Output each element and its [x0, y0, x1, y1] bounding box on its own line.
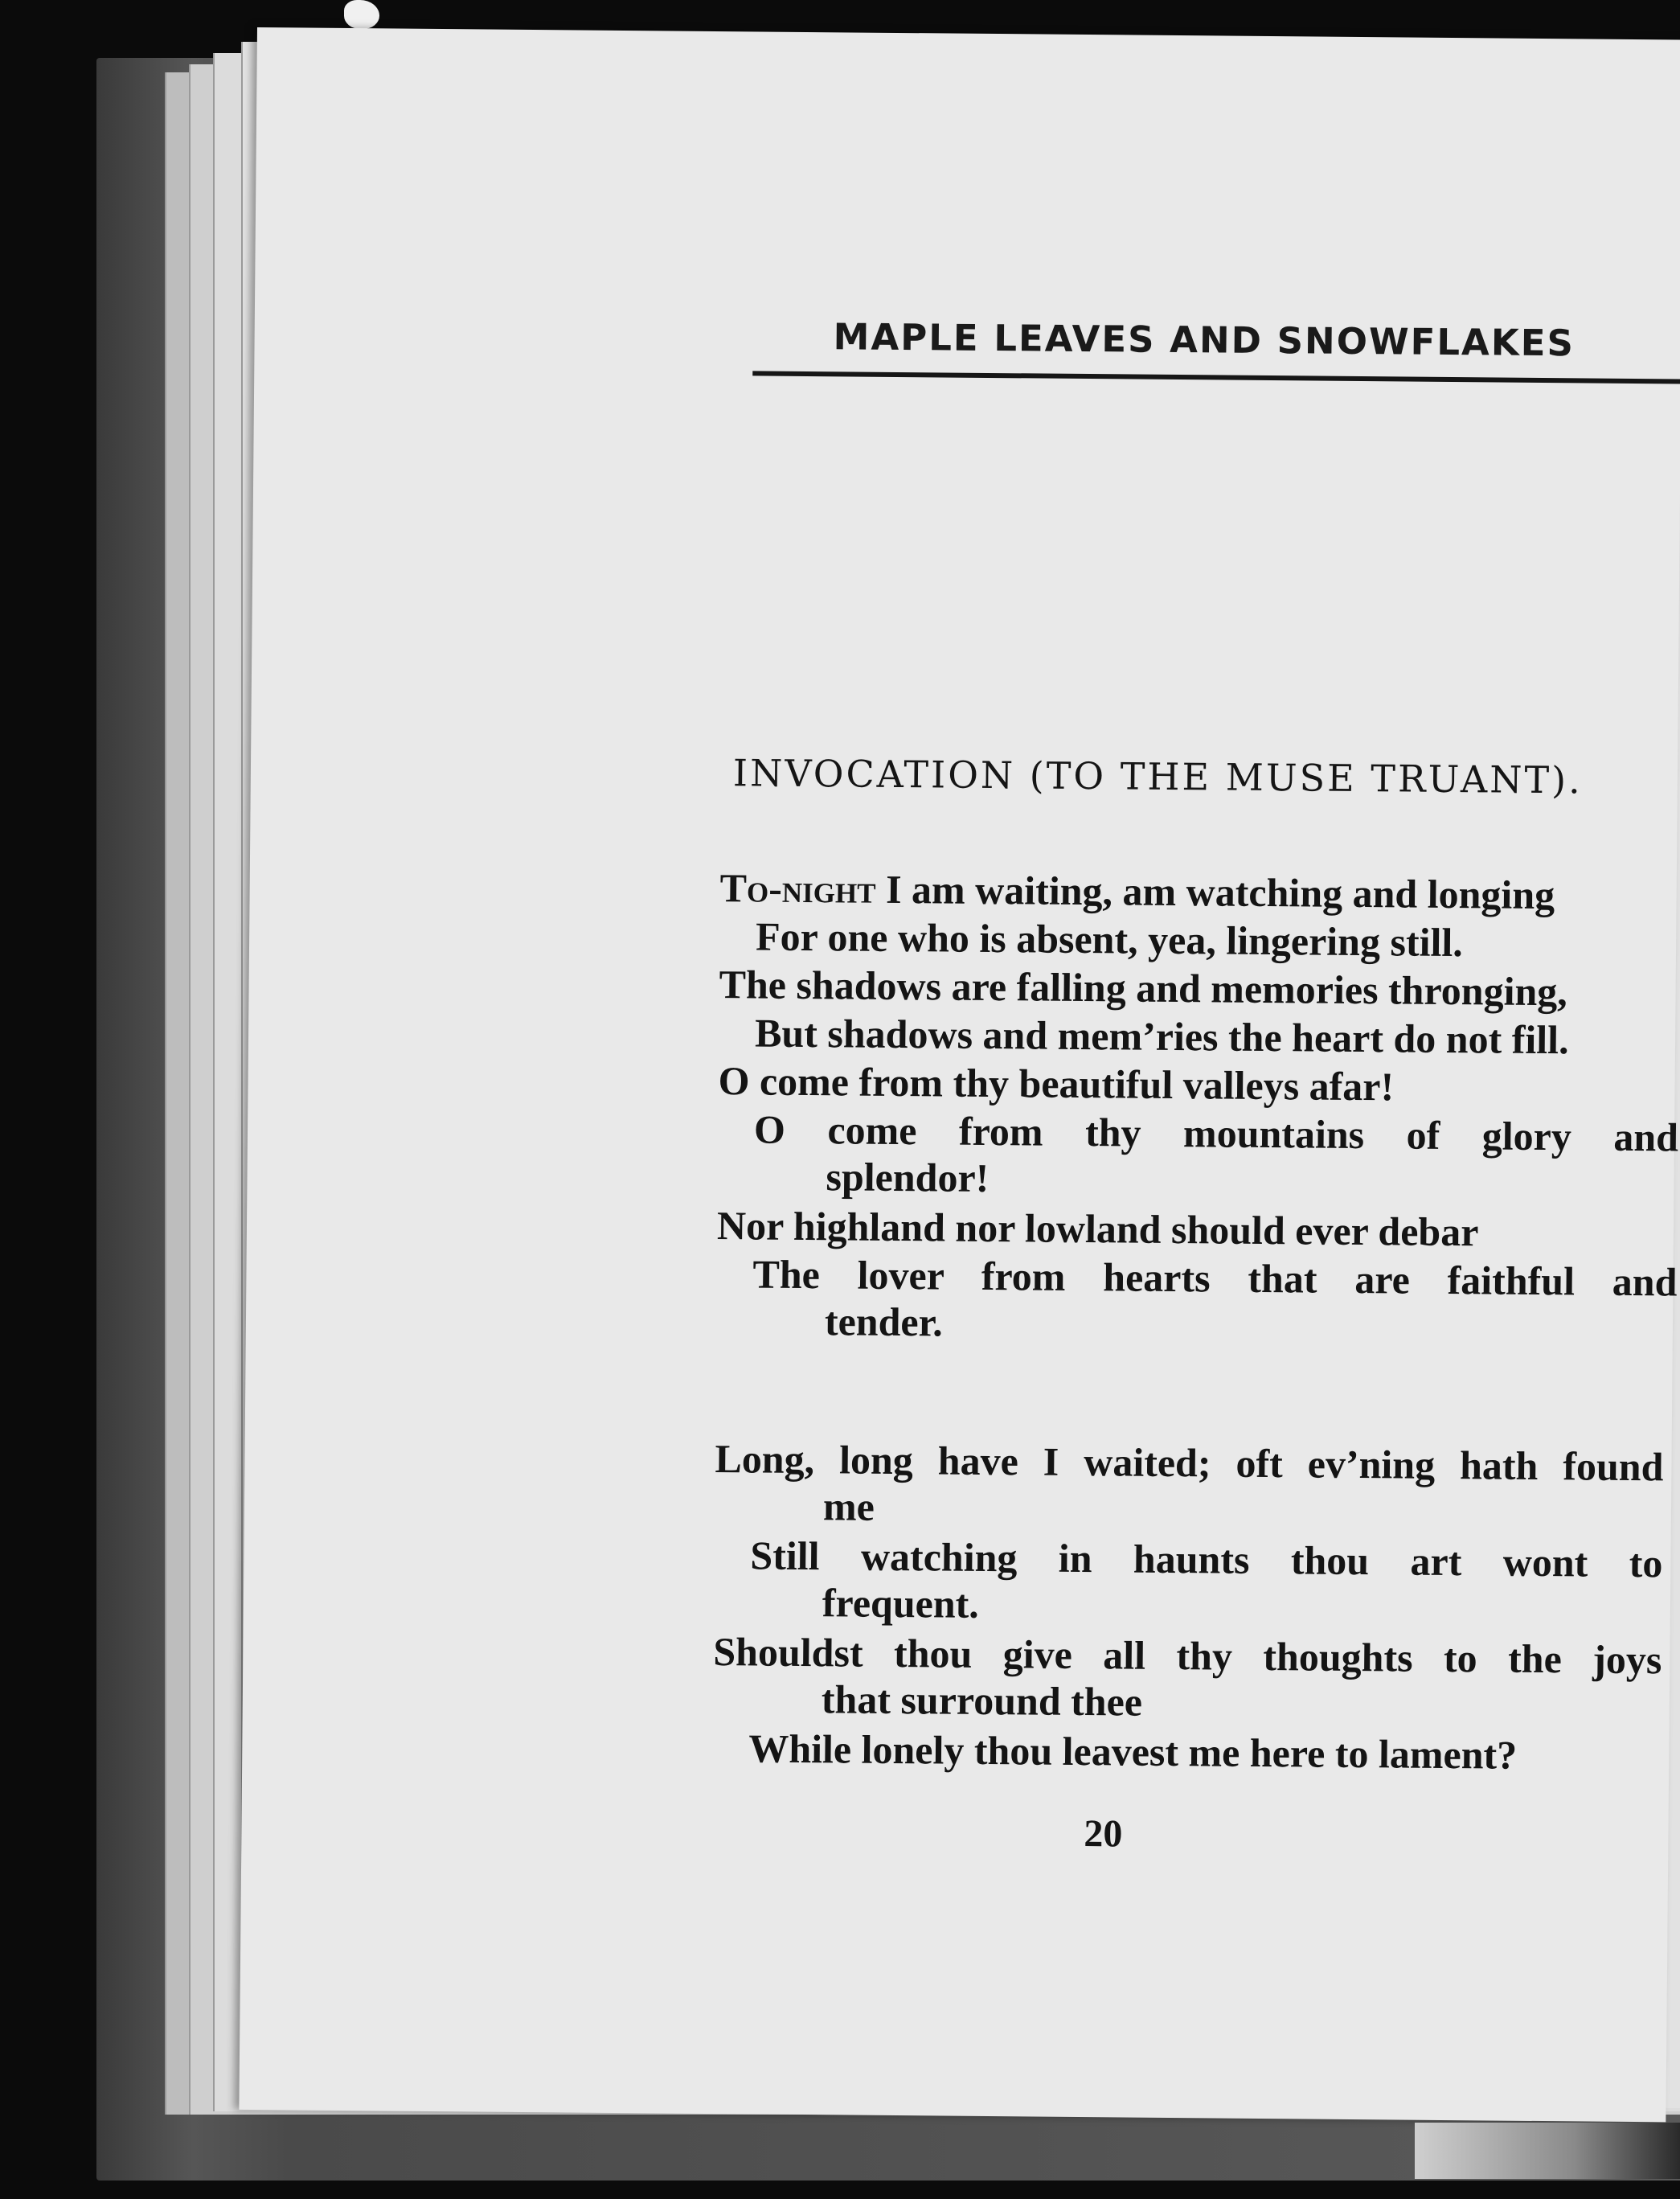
book-page: [239, 27, 1680, 2122]
poem-line: [719, 865, 1555, 918]
poem-line: frequent.: [822, 1580, 980, 1627]
poem-line: The shadows are falling and memories thronging,: [719, 962, 1568, 1015]
poem-line: Shouldst thou give all thy thoughts to the joys: [713, 1629, 1662, 1683]
page-number: 20: [1084, 1812, 1123, 1856]
poem-line: For one who is absent, yea, lingering still.: [755, 913, 1464, 966]
poem-line: splendor!: [826, 1154, 990, 1200]
poem-line: While lonely thou leavest me here to lament?: [748, 1725, 1518, 1778]
first-word-small-caps: To-night: [719, 865, 876, 912]
line-text: I am waiting, am watching and longing: [875, 866, 1555, 918]
poem-line: Still watching in haunts thou art wont to: [750, 1532, 1663, 1586]
running-head: MAPLE LEAVES AND SNOWFLAKES: [833, 315, 1576, 365]
poem-line: The lover from hearts that are faithful and: [752, 1251, 1678, 1305]
poem-line: Long, long have I waited; oft ev’ning hath found: [715, 1436, 1664, 1490]
poem-line: tender.: [824, 1298, 943, 1345]
poem-line: that surround thee: [821, 1676, 1143, 1725]
poem-line: O come from thy beautiful valleys afar!: [718, 1058, 1395, 1110]
scan-speck: [344, 0, 379, 29]
header-rule: [752, 371, 1680, 384]
poem-line: O come from thy mountains of glory and: [753, 1106, 1679, 1160]
poem-title: INVOCATION (TO THE MUSE TRUANT).: [732, 751, 1583, 802]
scan-edge-artifact: [1415, 2123, 1680, 2179]
poem-line: Nor highland nor lowland should ever debar: [716, 1203, 1479, 1255]
poem-line: me: [822, 1483, 875, 1529]
poem-line: But shadows and mem’ries the heart do not fill.: [754, 1010, 1569, 1063]
